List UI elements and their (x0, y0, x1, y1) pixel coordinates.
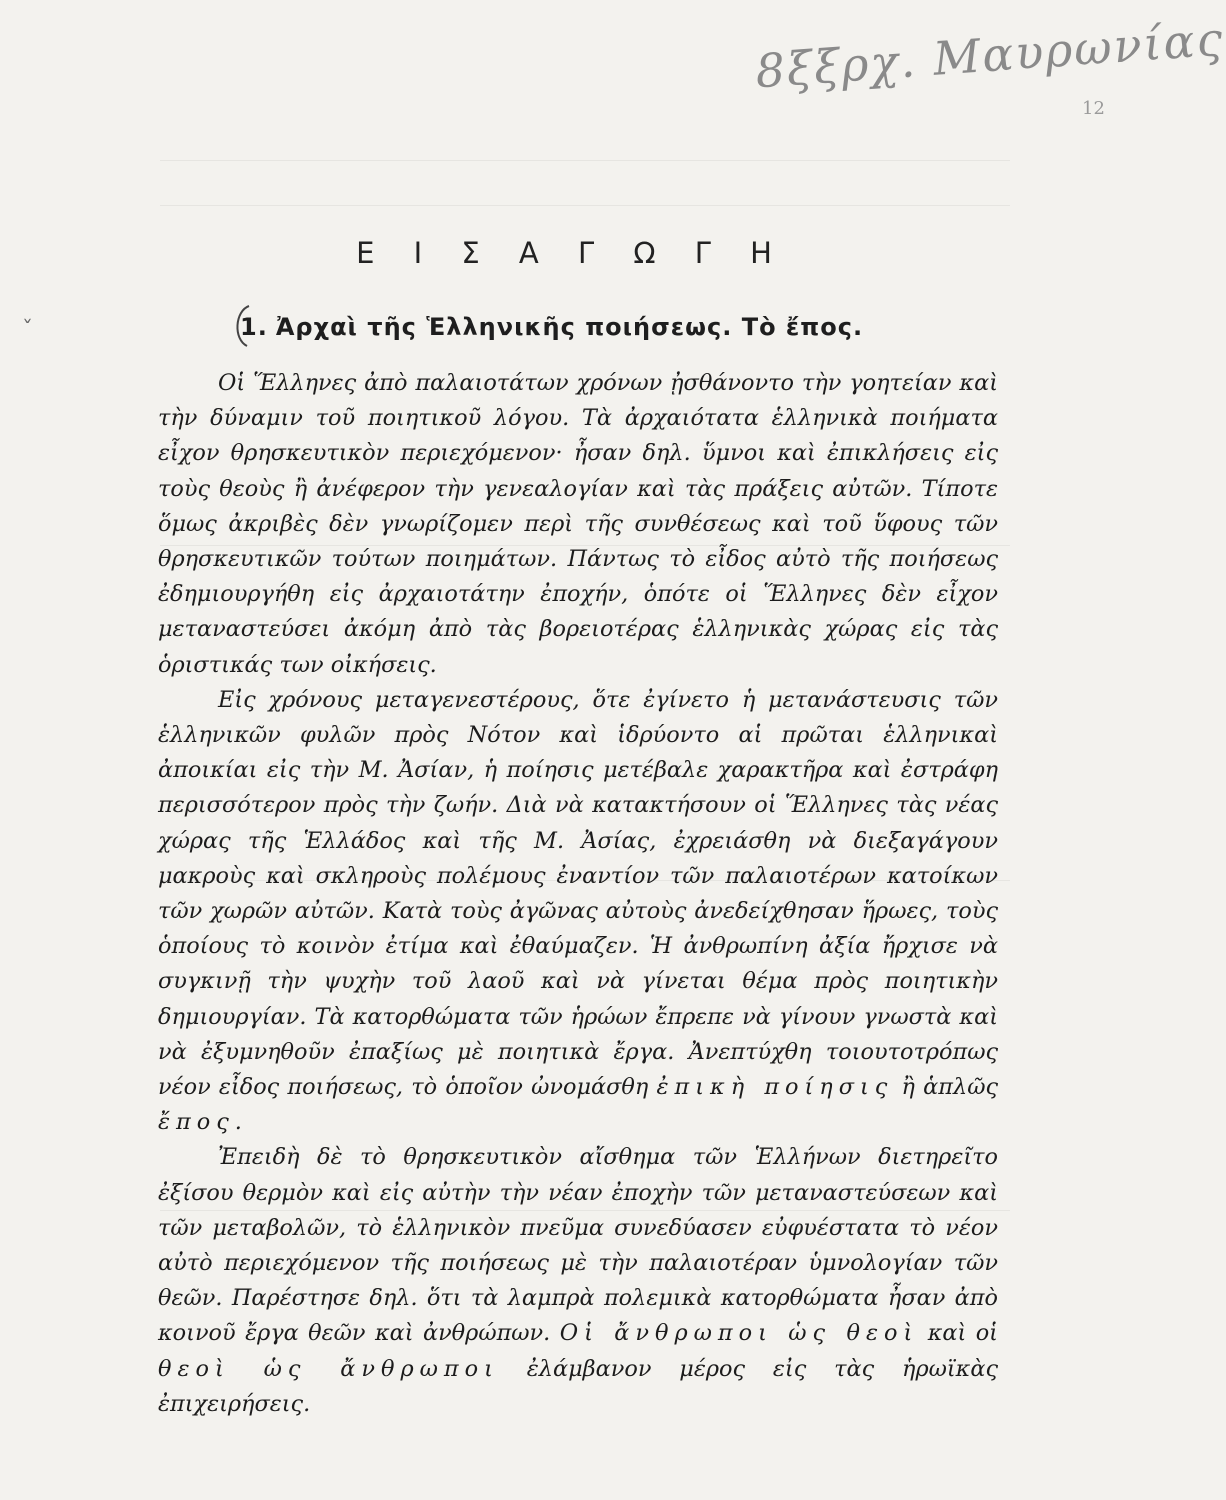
margin-mark-icon: ˇ (22, 318, 33, 343)
paragraph-3-text: Ἐπειδὴ δὲ τὸ θρησκευτικὸν αἴσθημα τῶν Ἑλλήνων διετηρεῖτο ἐξίσου θερμὸν καὶ εἰς αὐτὴν τὴν νέαν ἐποχὴν τῶν μεταναστεύσεων καὶ τῶν μεταβολῶν, τὸ ἑλληνικὸν πνεῦμα συνεδύασεν εὐφυέστατα τὸ νέον αὐτὸ περιεχόμενον τῆς ποιήσεως μὲ τὴν παλαιοτέραν ὑμνολογίαν τῶν θεῶν. Παρέστησε δηλ. ὅτι τὰ λαμπρὰ πολεμικὰ κατορθώματα ἦσαν ἀπὸ κοινοῦ ἔργα θεῶν καὶ ἀνθρώπων. (158, 1144, 998, 1347)
paragraph-3-end: ἐλάμβανον μέρος εἰς τὰς ἡρωϊκὰς ἐπιχειρήσεις. (158, 1355, 998, 1417)
paragraph-2-text: Εἰς χρόνους μεταγενεστέρους, ὅτε ἐγίνετο ἡ μετανάστευσις τῶν ἑλληνικῶν φυλῶν πρὸς Νότον καὶ ἱδρύοντο αἱ πρῶται ἑλληνικαὶ ἀποικίαι εἰς τὴν Μ. Ἀσίαν, ἡ ποίησις μετέβαλε χαρακτῆρα καὶ ἐστράφη περισσότερον πρὸς τὴν ζωήν. Διὰ νὰ κατακτήσουν οἱ Ἕλληνες τὰς νέας χώρας τῆς Ἑλλάδος καὶ τῆς Μ. Ἀσίας, ἐχρειάσθη νὰ διεξαγάγουν μακροὺς καὶ σκληροὺς πολέμους ἐναντίον τῶν παλαιοτέρων κατοίκων τῶν χωρῶν αὐτῶν. Κατὰ τοὺς ἀγῶνας αὐτοὺς ἀνεδείχθησαν ἥρωες, τοὺς ὁποίους τὸ κοινὸν ἐτίμα καὶ ἐθαύμαζεν. Ἡ ἀνθρωπίνη ἀξία ἤρχισε νὰ συγκινῇ τὴν ψυχὴν τοῦ λαοῦ καὶ νὰ γίνεται θέμα πρὸς ποιητικὴν δημιουργίαν. Τὰ κατορθώματα τῶν ἡρώων ἔπρεπε νὰ γίνουν γνωστὰ καὶ νὰ ἐξυμνηθοῦν ἐπαξίως μὲ ποιητικὰ ἔργα. Ἀνεπτύχθη τοιουτοτρόπως νέον εἶδος ποιήσεως, τὸ ὁποῖον ὠνομάσθη (158, 686, 998, 1101)
section-heading-text: Ἀρχαὶ τῆς Ἑλληνικῆς ποιήσεως. Τὸ ἔπος. (275, 313, 864, 341)
term-epos: ἔπος. (158, 1109, 248, 1136)
section-number: 1. (240, 313, 268, 341)
paragraph-3 (158, 1140, 998, 1422)
term-men-as-gods: Οἱ ἄνθρωποι ὡς θεοὶ (559, 1320, 919, 1347)
paragraph-2 (158, 683, 998, 1141)
paragraph-1: Οἱ Ἕλληνες ἀπὸ παλαιοτάτων χρόνων ᾐσθάνοντο τὴν γοητείαν καὶ τὴν δύναμιν τοῦ ποιητικοῦ λόγου. Τὰ ἀρχαιότατα ἑλληνικὰ ποιήματα εἶχον θρησκευτικὸν περιεχόμενον· ἦσαν δηλ. ὕμνοι καὶ ἐπικλήσεις εἰς τοὺς θεοὺς ἢ ἀνέφερον τὴν γενεαλογίαν καὶ τὰς πράξεις αὐτῶν. Τίποτε ὅμως ἀκριβὲς δὲν γνωρίζομεν περὶ τῆς συνθέσεως καὶ τοῦ ὕφους τῶν θρησκευτικῶν τούτων ποιημάτων. Πάντως τὸ εἶδος αὐτὸ τῆς ποιήσεως ἐδημιουργήθη εἰς ἀρχαιοτάτην ἐποχήν, ὁπότε οἱ Ἕλληνες δὲν εἶχον μεταναστεύσει ἀκόμη ἀπὸ τὰς βορειοτέρας ἑλληνικὰς χώρας εἰς τὰς ὁριστικάς των οἰκήσεις. (158, 370, 998, 678)
term-epic-poetry: ἐπικὴ ποίησις (656, 1074, 894, 1101)
paragraph-3-mid: καὶ οἱ (927, 1320, 998, 1347)
page-number: 12 (1082, 98, 1105, 119)
paragraph-2-mid: ἢ ἁπλῶς (901, 1074, 998, 1101)
term-gods-as-men: θεοὶ ὡς ἄνθρωποι (158, 1355, 499, 1382)
page-title: Ε Ι Σ Α Γ Ω Γ Η (356, 236, 787, 270)
section-heading (240, 313, 863, 341)
handwritten-annotation: 8ξξρχ. Μαυρωνίας (753, 11, 1226, 99)
body-text (158, 366, 998, 1422)
